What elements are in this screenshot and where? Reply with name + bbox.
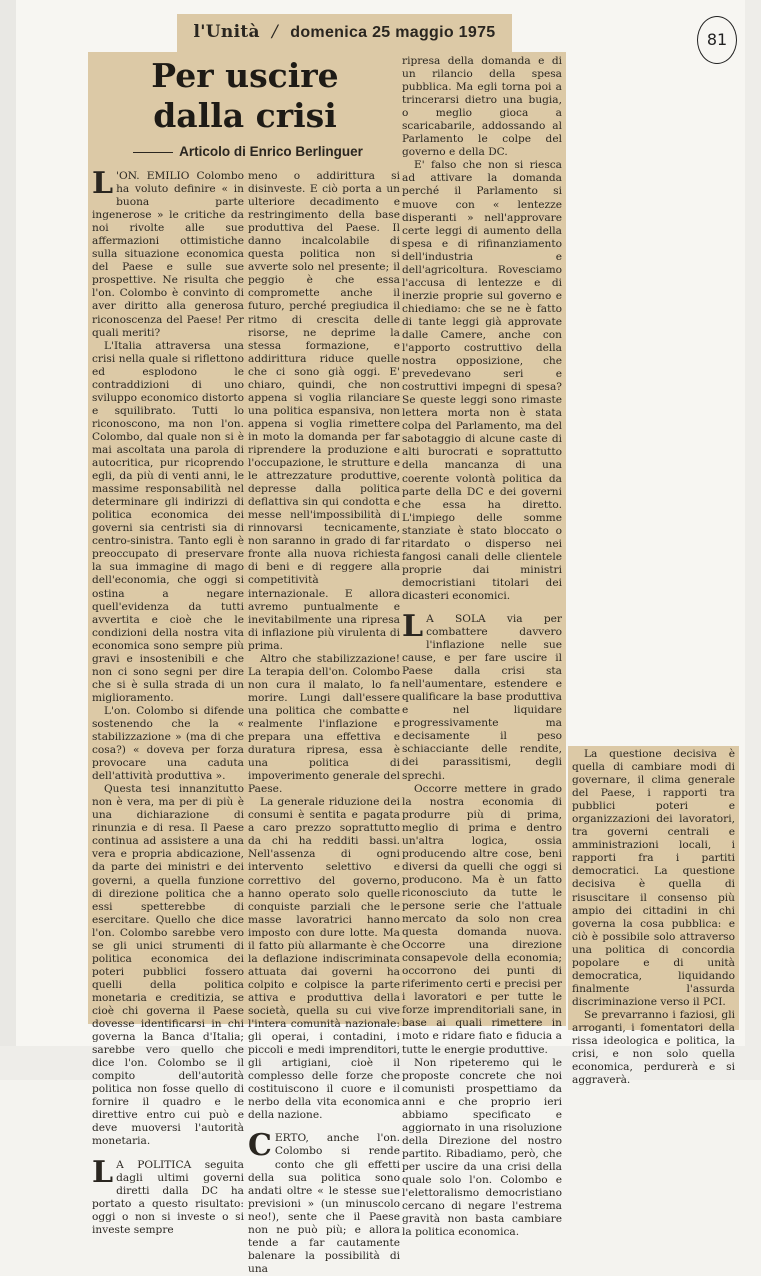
headline-line-2: dalla crisi (153, 96, 337, 135)
article-column-1 (92, 166, 244, 1236)
header-separator: / (272, 22, 279, 42)
newspaper-name: l'Unità (193, 22, 260, 42)
paragraph: La generale riduzione dei consumi è sentita e pagata a caro prezzo soprattutto da chi ha redditi bassi. Nell'assenza di ogni intervento selettivo e correttivo del governo, hanno operato solo quelle conquiste parziali che le masse lavoratrici hanno imposto con dure lotte. Ma il fatto più allarmante è che la deflazione indiscriminata attuata dai governi ha colpito e colpisce la parte attiva e produttiva della società, quella su cui vive l'intera comunità nazionale: gli operai, i contadini, i piccoli e medi imprenditori, gli artigiani, cioè il complesso delle forze che costituiscono il cuore e il nerbo della vita economica della nazione. (248, 796, 400, 1122)
article-byline (92, 144, 398, 159)
paragraph (92, 1154, 244, 1237)
handwritten-page-number: 81 (697, 16, 737, 64)
paragraph-text: ERTO, anche l'on. Colombo si rende conto che gli effetti della sua politica sono andati oltre « le stesse sue previsioni » (un minuscolo neo!), sente che il Paese non ne può più; e allora tende a far cautamente balenare la possibilità di una (248, 1132, 400, 1275)
publication-date: domenica 25 maggio 1975 (290, 24, 496, 41)
article-column-3 (402, 55, 562, 1239)
paragraph (402, 608, 562, 783)
newspaper-header-strip (177, 14, 512, 54)
drop-cap: L (402, 608, 424, 644)
byline-text: Articolo di Enrico Berlinguer (179, 144, 363, 159)
paragraph: L'Italia attraversa una crisi nella quale si riflettono ed esplodono le contraddizioni di uno sviluppo economico distorto e squilibrato. Tutti lo riconoscono, ma non l'on. Colombo, dal quale non si è mai ascoltata una parola di autocritica, pur ricoprendo egli, da più di venti anni, le massime responsabilità nel determinare gli indirizzi di politica economica dei governi sia centristi sia di centro-sinistra. Tanto egli è preoccupato di preservare la sua immagine di mago dell'economia, che oggi si ostina a negare quell'evidenza da tutti avvertita e cioè che le condizioni della nostra vita economica sono sempre più gravi e insostenibili e che non ci sono segni per dire che si è sulla strada di un miglioramento. (92, 339, 244, 704)
paragraph: Questa tesi innanzitutto non è vera, ma per di più è una dichiarazione di rinunzia e di resa. Il Paese continua ad assistere a una vera e propria abdicazione, da parte dei ministri e dei governi, a quella funzione di direzione politica che a essi spetterebbe di esercitare. Quello che dice l'on. Colombo sarebbe vero se gli unici strumenti di politica economica dei poteri pubblici fossero quelli della politica monetaria e creditizia, se cioè chi governa il Paese dovesse identificarsi in chi governa la Banca d'Italia; sarebbe vero quello che dice l'on. Colombo se il compito dell'autorità politica non fosse quello di fornire il quadro e le direttive entro cui può e deve muoversi l'autorità monetaria. (92, 783, 244, 1148)
paragraph: Non ripeteremo qui le proposte concrete che noi comunisti prospettiamo da anni e che proprio ieri abbiamo specificato e aggiornato in una risoluzione della Direzione del nostro partito. Ribadiamo, però, che per uscire da una crisi della quale solo l'on. Colombo e l'elettoralismo democristiano cercano di negare l'estrema gravità non basta cambiare la politica economica. (402, 1056, 562, 1239)
scan-right-margin (745, 0, 761, 1080)
article-column-2 (248, 170, 400, 1275)
paragraph: Se prevarranno i faziosi, gli arroganti, i fomentatori della rissa ideologica e politica, la crisi, e non solo quella economica, perdurerà e si aggraverà. (572, 1008, 735, 1087)
paragraph: Altro che stabilizzazione! La terapia dell'on. Colombo non cura il malato, lo fa morire. Lungi dall'essere una politica che combatte realmente l'inflazione e prepara una effettiva e duratura ripresa, essa è una politica di impoverimento generale del Paese. (248, 652, 400, 796)
paragraph-text: A POLITICA seguita dagli ultimi governi diretti dalla DC ha portato a questo risultato: oggi o non si investe o si investe sempre (92, 1158, 244, 1236)
drop-cap: C (248, 1128, 272, 1164)
paragraph (248, 1128, 400, 1276)
drop-cap: L (92, 1154, 114, 1190)
drop-cap: L (92, 166, 114, 201)
paragraph-text: 'ON. EMILIO Colombo ha voluto definire « in buona parte ingenerose » le critiche da noi rivolte alle sue affermazioni ottimistiche sulla situazione economica del Paese e sulle sue prospettive. Ne risulta che l'on. Colombo è convinto di aver diritto alla generosa riconoscenza del Paese! Per quali meriti? (92, 170, 244, 339)
paragraph: Occorre mettere in grado la nostra economia di produrre più di prima, meglio di prima e dentro un'altra logica, ossia producendo altre cose, beni diversi da quelli che oggi si producono. Ma è un fatto riconosciuto da tutte le persone serie che l'attuale mercato da solo non crea questa domanda nuova. Occorre una direzione consapevole della economia; occorrono dei punti di riferimento certi e precisi per i lavoratori e per tutte le forze imprenditoriali sane, in base ai quali rimettere in moto e ridare fiato e fiducia a tutte le energie produttive. (402, 782, 562, 1056)
scan-left-margin (0, 0, 16, 1080)
paragraph (92, 166, 244, 340)
paragraph: L'on. Colombo si difende sostenendo che la « stabilizzazione » (ma di che cosa?) « doveva per forza provocare una caduta dell'attività produttiva ». (92, 704, 244, 783)
article-column-4 (572, 748, 735, 1087)
byline-rule-left (133, 152, 173, 153)
paragraph: La questione decisiva è quella di cambiare modi di governare, il clima generale del Paese, i rapporti tra pubblici poteri e organizzazioni dei lavoratori, tra governi centrali e amministrazioni locali, i rapporti fra i partiti democratici. La questione decisiva è quella di risuscitare il consenso più ampio dei cittadini in chi governa la cosa pubblica: e ciò è possibile solo attraverso una politica di concordia popolare e di unità democratica, liquidando finalmente l'assurda discriminazione verso il PCI. (572, 748, 735, 1008)
newspaper-header (177, 22, 512, 42)
paragraph: E' falso che non si riesca ad attivare la domanda perché il Parlamento si muove con « lentezze disperanti » nell'approvare certe leggi di aumento della spesa e di rifinanziamento dell'industria e dell'agricoltura. Rovesciamo l'accusa di lentezze e di inerzie proprie sul governo e chiediamo: che se ne è fatto di tante leggi già approvate dalle Camere, anche con l'apporto costruttivo della nostra opposizione, che prevedevano seri e costruttivi impegni di spesa? Se queste leggi sono rimaste lettera morta non è stata colpa del Parlamento, ma del sabotaggio di alcune caste di alti burocrati e soprattutto della mancanza di una coerente volontà politica da parte della DC e dei governi che essa ha diretto. L'impiego delle somme stanziate è stato bloccato o ritardato o disperso nei fangosi canali delle clientele proprie dai ministri democristiani titolari dei dicasteri economici. (402, 159, 562, 602)
paragraph: meno o addirittura si disinveste. E ciò porta a un ulteriore decadimento e restringimento della base produttiva del Paese. Il danno incalcolabile di questa politica non si avverte solo nel presente; il peggio è che essa compromette anche il futuro, perché pregiudica il ritmo di crescita delle risorse, ne deprime la stessa formazione, e addirittura riduce quelle che ci sono già oggi. E' chiaro, quindi, che non appena si voglia rilanciare una politica espansiva, non appena si voglia rimettere in moto la domanda per far riprendere la produzione e l'occupazione, le strutture e le attrezzature produttive, depresse dalla politica deflattiva sin qui condotta e messe nell'impossibilità di rinnovarsi tecnicamente, non saranno in grado di far fronte alla nuova richiesta di beni e di reggere alla competitività internazionale. E allora avremo puntualmente e inevitabilmente una ripresa di inflazione più virulenta di prima. (248, 170, 400, 652)
paragraph: ripresa della domanda e di un rilancio della spesa pubblica. Ma egli torna poi a trincerarsi dietro una bugia, o meglio gioca a scaricabarile, addossando al Parlamento le colpe del governo e della DC. (402, 55, 562, 159)
paragraph-text: A SOLA via per combattere davvero l'inflazione nelle sue cause, e per fare uscire il Paese dalla crisi sta nell'aumentare, estendere e qualificare la base produttiva e nel liquidare progressivamente ma decisamente il peso schiacciante delle rendite, dei parassitismi, degli sprechi. (402, 612, 562, 782)
headline-line-1: Per uscire (151, 56, 339, 95)
